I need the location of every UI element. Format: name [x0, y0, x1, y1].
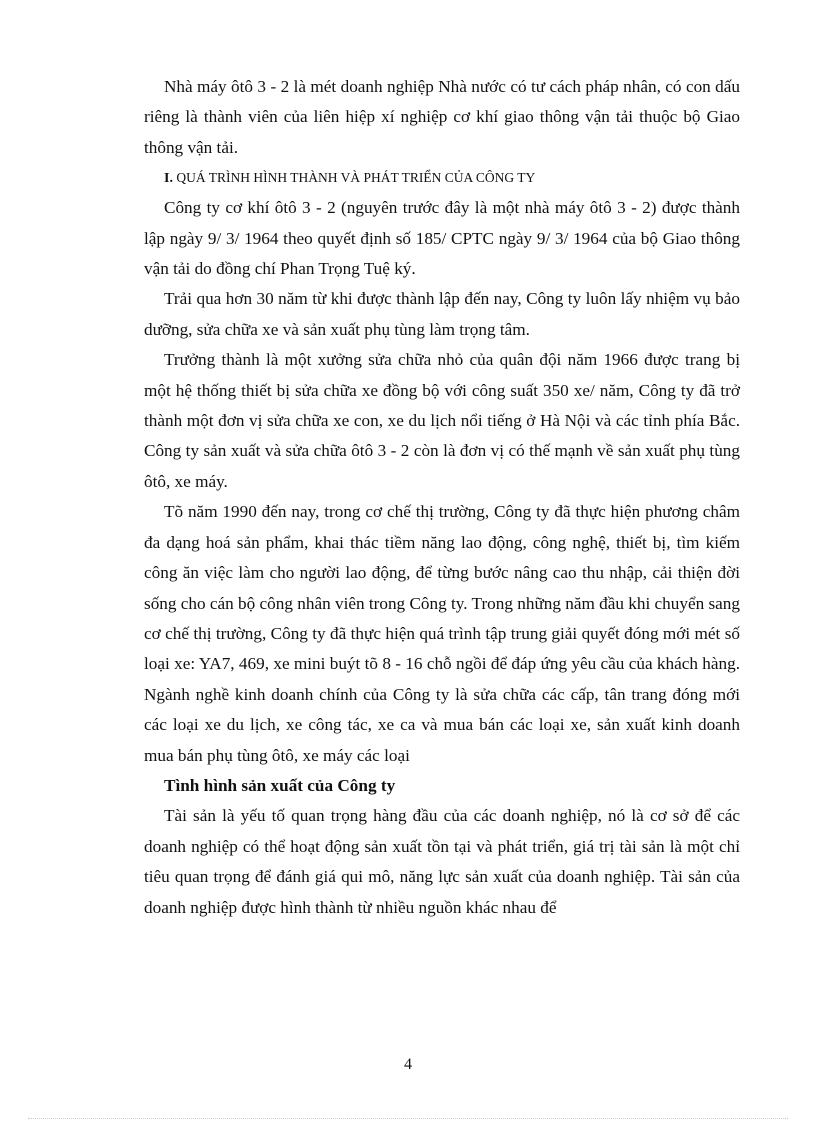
section-title: QUÁ TRÌNH HÌNH THÀNH VÀ PHÁT TRIỂN CỦA CÔNG TY	[176, 170, 536, 186]
paragraph-thirty-years: Trải qua hơn 30 năm từ khi được thành lập đến nay, Công ty luôn lấy nhiệm vụ bảo dưỡng, sửa chữa xe và sản xuất phụ tùng làm trọng tâm.	[144, 289, 740, 339]
section-heading	[144, 163, 740, 193]
intro-paragraph: Nhà máy ôtô 3 - 2 là mét doanh nghiệp Nhà nước có tư cách pháp nhân, có con dấu riêng là thành viên của liên hiệp xí nghiệp cơ khí giao thông vận tải thuộc bộ Giao thông vận tải.	[144, 77, 740, 157]
page-bottom-divider	[28, 1118, 788, 1119]
page-body	[144, 72, 740, 923]
paragraph-growth: Trưởng thành là một xưởng sửa chữa nhỏ của quân đội năm 1966 được trang bị một hệ thống thiết bị sửa chữa xe đồng bộ với công suất 350 xe/ năm, Công ty đã trở thành một đơn vị sửa chữa xe con, xe du lịch nổi tiếng ở Hà Nội và các tỉnh phía Bắc. Công ty sản xuất và sửa chữa ôtô 3 - 2 còn là đơn vị có thế mạnh về sản xuất phụ tùng ôtô, xe máy.	[144, 350, 740, 491]
paragraph-founding: Công ty cơ khí ôtô 3 - 2 (nguyên trước đây là một nhà máy ôtô 3 - 2) được thành lập ngày 9/ 3/ 1964 theo quyết định số 185/ CPTC ngày 9/ 3/ 1964 của bộ Giao thông vận tải do đồng chí Phan Trọng Tuệ ký.	[144, 198, 740, 279]
section-number: I.	[164, 171, 173, 187]
subheading-production: Tình hình sản xuất của Công ty	[164, 775, 396, 795]
paragraph-market-economy: Tõ năm 1990 đến nay, trong cơ chế thị trường, Công ty đã thực hiện phương châm đa dạng hoá sản phẩm, khai thác tiềm năng lao động, công nghệ, thiết bị, tìm kiếm công ăn việc làm cho người lao động, để từng bước nâng cao thu nhập, cải thiện đời sống cho cán bộ công nhân viên trong Công ty. Trong những năm đầu khi chuyển sang cơ chế thị trường, Công ty đã thực hiện quá trình tập trung giải quyết đóng mới mét số loại xe: YA7, 469, xe mini buýt tõ 8 - 16 chỗ ngồi để đáp ứng yêu cầu của khách hàng. Ngành nghề kinh doanh chính của Công ty là sửa chữa các cấp, tân trang đóng mới các loại xe du lịch, xe công tác, xe ca và mua bán các loại xe, sản xuất kinh doanh mua bán phụ tùng ôtô, xe máy các loại	[144, 502, 740, 765]
page-number: 4	[404, 1056, 412, 1073]
paragraph-assets: Tài sản là yếu tố quan trọng hàng đầu của các doanh nghiệp, nó là cơ sở để các doanh nghiệp có thể hoạt động sản xuất tồn tại và phát triển, giá trị tài sản là một chỉ tiêu quan trọng để đánh giá qui mô, năng lực sản xuất của doanh nghiệp. Tài sản của doanh nghiệp được hình thành từ nhiều nguồn khác nhau để	[144, 806, 740, 917]
